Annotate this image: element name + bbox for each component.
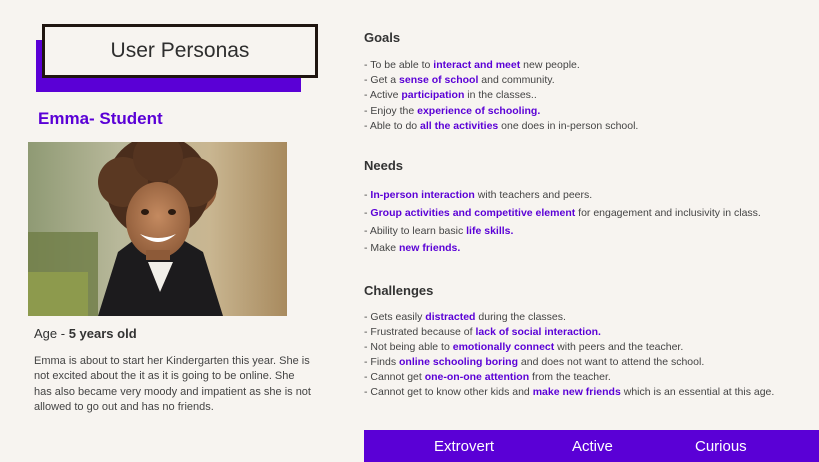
list-item	[364, 340, 774, 355]
item-text: during the classes.	[475, 311, 566, 323]
persona-name: Emma- Student	[38, 109, 163, 128]
list-item	[364, 104, 638, 119]
goals-heading: Goals	[364, 30, 401, 45]
persona-photo	[28, 142, 287, 316]
challenges-list	[364, 310, 774, 401]
highlight-text: distracted	[425, 311, 476, 323]
child-portrait-photo	[28, 142, 287, 316]
list-item	[364, 370, 774, 385]
highlight-text: participation	[401, 89, 465, 102]
highlight-text: new friends.	[399, 242, 461, 255]
item-text: - Able to do	[364, 119, 421, 132]
item-text: in the classes..	[464, 89, 537, 102]
item-text: with teachers and peers.	[474, 189, 593, 201]
challenges-heading: Challenges	[364, 283, 434, 298]
highlight-text: lack of social interaction.	[475, 326, 601, 339]
item-text: with peers and the teacher.	[554, 341, 684, 354]
item-text: - Make	[364, 242, 400, 255]
item-text: - Frustrated because of	[364, 326, 476, 339]
item-text: - Not being able to	[364, 341, 453, 354]
item-text: for engagement and inclusivity in class.	[575, 206, 761, 219]
list-item	[364, 205, 761, 223]
needs-list	[364, 187, 761, 258]
list-item	[364, 88, 638, 103]
list-item	[364, 73, 638, 88]
highlight-text: make new friends	[532, 386, 621, 399]
item-text: - Enjoy the	[364, 104, 418, 117]
highlight-text: Group activities and competitive element	[370, 206, 576, 219]
list-item	[364, 187, 761, 205]
goals-list	[364, 58, 638, 134]
age-value: 5 years old	[68, 326, 137, 341]
trait-extrovert: Extrovert	[434, 438, 495, 455]
item-text: - To be able to	[364, 59, 434, 71]
persona-age	[34, 326, 137, 341]
item-text: which is an essential at this age.	[620, 386, 775, 399]
traits-bar	[364, 430, 819, 462]
item-text: - Gets easily	[364, 311, 426, 323]
list-item	[364, 240, 761, 258]
age-label: Age -	[34, 326, 66, 341]
item-text: - Finds	[364, 356, 400, 369]
highlight-text: emotionally connect	[452, 341, 555, 354]
item-text: - Cannot get to know other kids and	[364, 386, 533, 399]
item-text: - Get a	[364, 74, 400, 87]
page-title: User Personas	[110, 39, 250, 62]
list-item	[364, 310, 774, 325]
list-item	[364, 119, 638, 134]
title-box	[42, 24, 318, 78]
highlight-text: online schooling boring	[399, 356, 519, 369]
item-text: from the teacher.	[529, 371, 611, 384]
list-item	[364, 223, 761, 241]
highlight-text: interact and meet	[433, 59, 521, 71]
item-text: and community.	[478, 74, 555, 87]
highlight-text: In-person interaction	[370, 189, 475, 201]
highlight-text: experience of schooling.	[417, 104, 541, 117]
item-text: one does in in-person school.	[498, 119, 639, 132]
persona-bio: Emma is about to start her Kindergarten this year. She is not excited about the it as it is going to be online. She has also became very moody and impatient as she is not allowed to go out and has no friends.	[34, 355, 311, 413]
item-text: - Ability to learn basic	[364, 224, 467, 237]
highlight-text: sense of school	[399, 74, 479, 87]
list-item	[364, 355, 774, 370]
item-text: - Cannot get	[364, 371, 425, 384]
item-text: new people.	[520, 59, 580, 71]
highlight-text: life skills.	[466, 224, 514, 237]
trait-active: Active	[572, 438, 613, 455]
item-text: -	[364, 206, 371, 219]
list-item	[364, 385, 774, 400]
highlight-text: one-on-one attention	[424, 371, 530, 384]
trait-curious: Curious	[695, 438, 747, 455]
item-text: -	[364, 189, 371, 201]
item-text: - Active	[364, 89, 402, 102]
needs-heading: Needs	[364, 158, 404, 173]
highlight-text: all the activities	[420, 119, 499, 132]
list-item	[364, 325, 774, 340]
title-card	[30, 22, 322, 92]
list-item	[364, 58, 638, 73]
item-text: and does not want to attend the school.	[518, 356, 705, 369]
